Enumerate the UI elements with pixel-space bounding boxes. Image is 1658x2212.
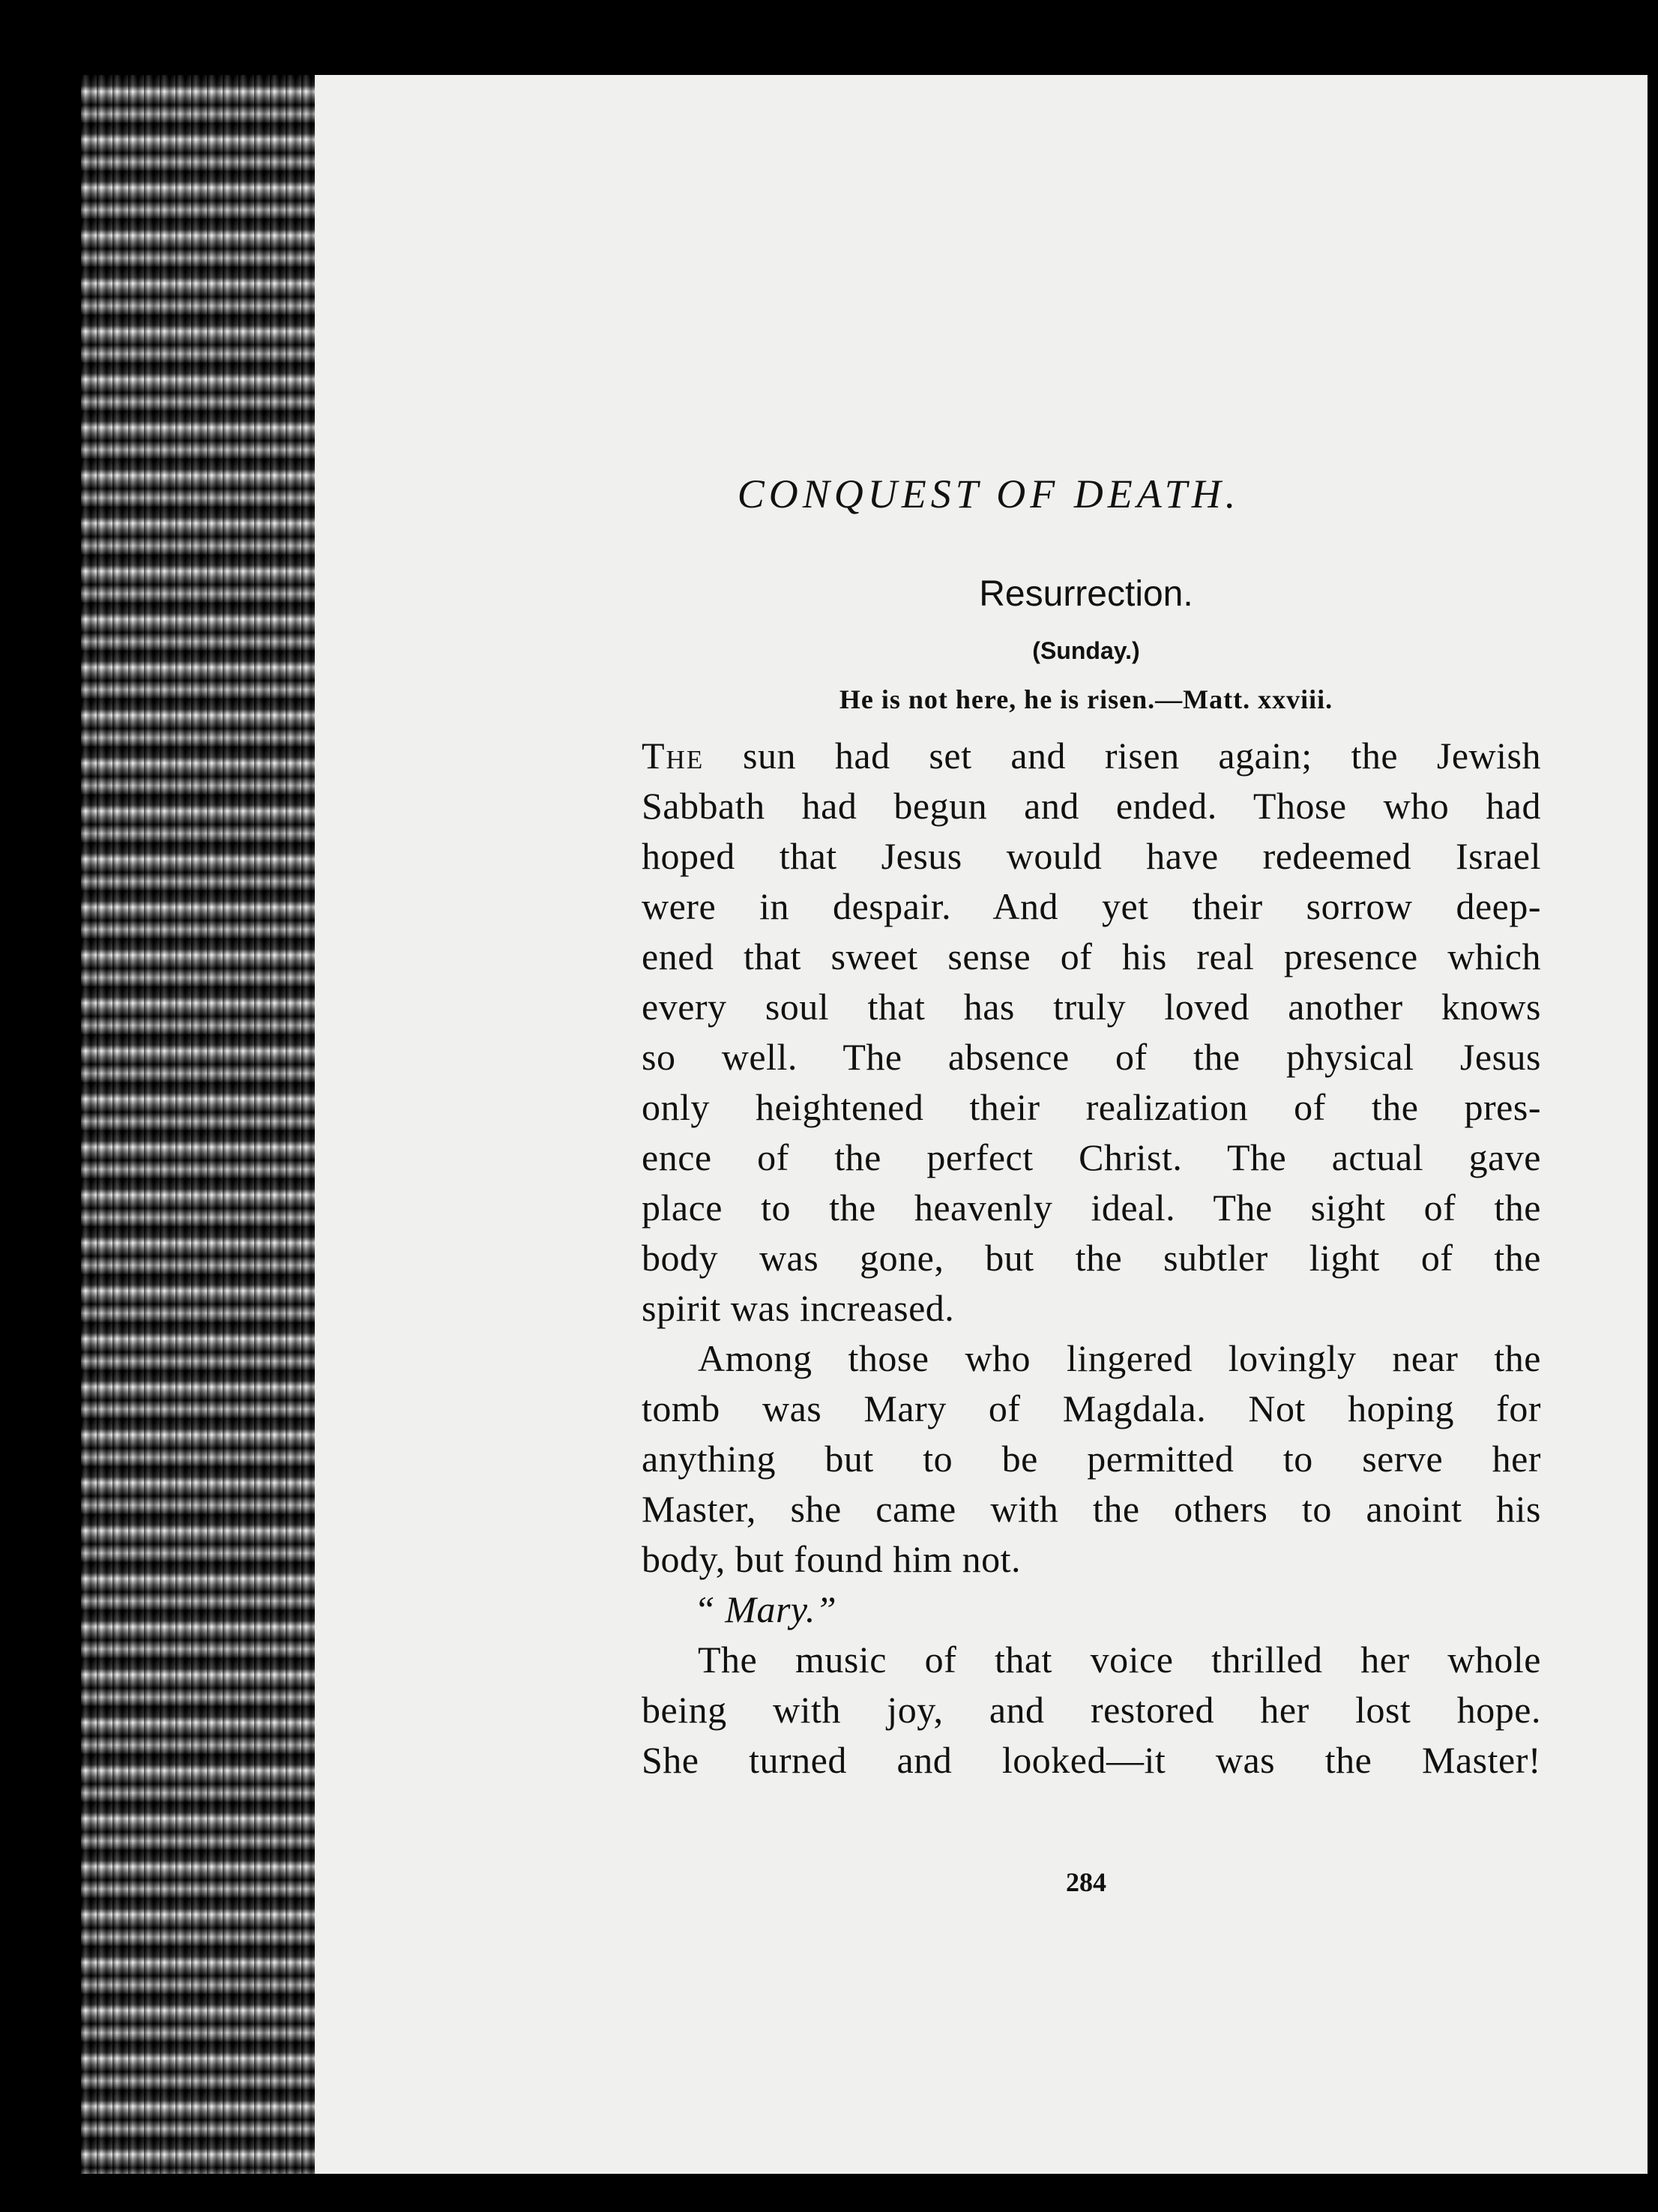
text-line: place to the heavenly ideal. The sight of the — [642, 1187, 1541, 1229]
body-text — [642, 731, 1541, 1785]
text-line: Master, she came with the others to anoint his — [642, 1488, 1541, 1530]
text-line: were in despair. And yet their sorrow deep- — [642, 885, 1541, 927]
text-line: Among those who lingered lovingly near the — [698, 1337, 1541, 1379]
chapter-subtitle: (Sunday.) — [1032, 637, 1140, 664]
book-page-edges — [81, 75, 321, 2174]
text-line: ence of the perfect Christ. The actual gave — [642, 1136, 1541, 1178]
text-line: spirit was increased. — [642, 1287, 955, 1329]
text-line: so well. The absence of the physical Jesus — [642, 1036, 1541, 1078]
text-line: being with joy, and restored her lost hope. — [642, 1689, 1541, 1731]
text-line: The sun had set and risen again; the Jewish — [642, 735, 1541, 777]
text-line: “ Mary.” — [694, 1588, 837, 1630]
text-line: The music of that voice thrilled her whole — [698, 1639, 1541, 1681]
text-line: Sabbath had begun and ended. Those who had — [642, 785, 1541, 827]
book-page — [315, 75, 1648, 2174]
text-line: every soul that has truly loved another knows — [642, 986, 1541, 1028]
text-line: only heightened their realization of the pres- — [642, 1086, 1541, 1128]
text-line: hoped that Jesus would have redeemed Israel — [642, 835, 1541, 877]
chapter-title: Resurrection. — [979, 574, 1193, 614]
page-number: 284 — [1066, 1867, 1106, 1897]
running-head: CONQUEST OF DEATH. — [737, 471, 1241, 516]
text-line: body, but found him not. — [642, 1538, 1021, 1580]
epigraph: He is not here, he is risen.—Matt. xxviii. — [839, 684, 1333, 714]
text-line: She turned and looked—it was the Master! — [642, 1739, 1541, 1781]
drop-word: The — [642, 735, 705, 777]
text-line: anything but to be permitted to serve her — [642, 1438, 1541, 1480]
text-line: body was gone, but the subtler light of the — [642, 1237, 1541, 1279]
text-line: tomb was Mary of Magdala. Not hoping for — [642, 1387, 1541, 1429]
text-line: ened that sweet sense of his real presence which — [642, 935, 1541, 977]
